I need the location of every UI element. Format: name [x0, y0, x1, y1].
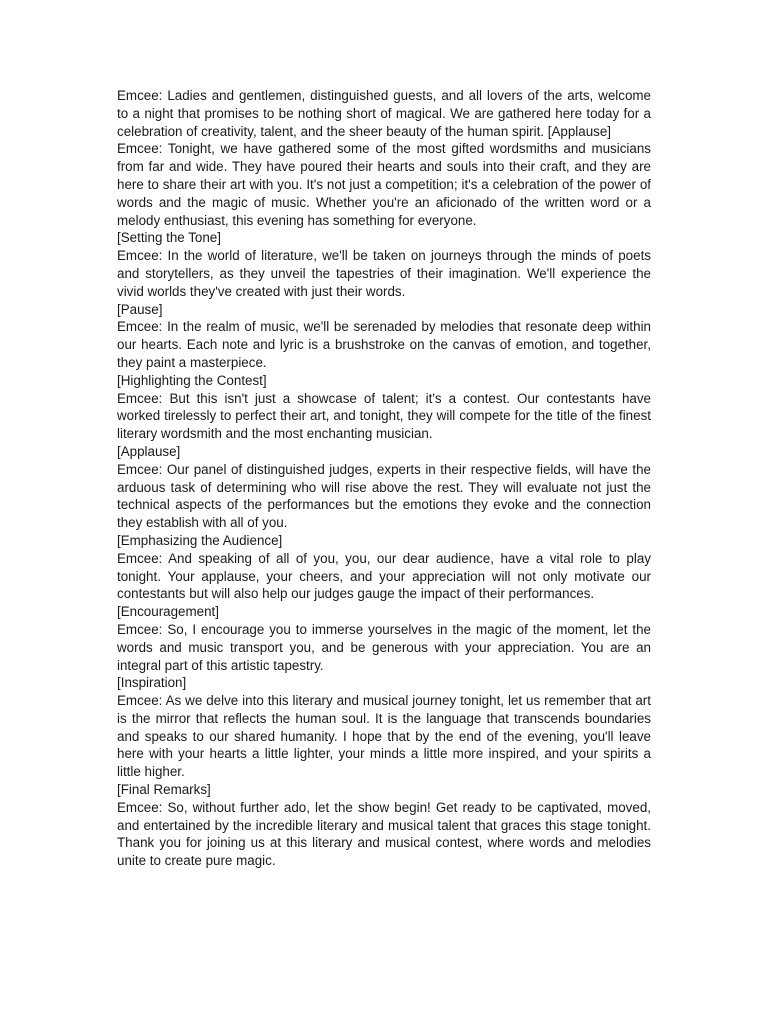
- emcee-paragraph: Emcee: In the realm of music, we'll be serenaded by melodies that resonate deep within our hearts. Each note and lyric is a brushstroke on the canvas of emotion, and together, they paint a masterpiece.: [117, 319, 651, 370]
- emcee-paragraph: Emcee: And speaking of all of you, you, our dear audience, have a vital role to play tonight. Your applause, your cheers, and your appreciation will not only motivate our contestants but will also help our judges gauge the impact of their performances.: [117, 550, 651, 602]
- emcee-paragraph: Emcee: So, without further ado, let the show begin! Get ready to be captivated, moved, and entertained by the incredible literary and musical talent that graces this stage tonight. Thank you for joining us at this literary and musical contest, where words and melodies unite to create pure magic.: [117, 799, 651, 869]
- stage-cue: [Setting the Tone]: [117, 230, 221, 246]
- emcee-paragraph: Emcee: As we delve into this literary and musical journey tonight, let us remember that art is the mirror that reflects the human soul. It is the language that transcends boundaries and speaks to our shared humanity. I hope that by the end of the evening, you'll leave here with your hearts a little lighter, your minds a little more inspired, and your spirits a little higher.: [117, 693, 651, 780]
- stage-cue: [Applause]: [117, 443, 181, 459]
- emcee-paragraph: Emcee: In the world of literature, we'll be taken on journeys through the minds of poets and storytellers, as they unveil the tapestries of their imagination. We'll experience the vivid worlds they've created with just their words.: [117, 248, 651, 299]
- stage-cue: [Highlighting the Contest]: [117, 372, 267, 388]
- emcee-paragraph: Emcee: But this isn't just a showcase of talent; it's a contest. Our contestants have worked tirelessly to perfect their art, and tonight, they will compete for the title of the finest literary wordsmith and the most enchanting musician.: [117, 390, 651, 442]
- stage-cue: [Inspiration]: [117, 675, 187, 691]
- emcee-paragraph: Emcee: So, I encourage you to immerse yourselves in the magic of the moment, let the words and music transport you, and be generous with your appreciation. You are an integral part of this artistic tapestry.: [117, 621, 651, 673]
- emcee-paragraph: Emcee: Tonight, we have gathered some of the most gifted wordsmiths and musicians from far and wide. They have poured their hearts and souls into their craft, and they are here to share their art with you. It's not just a competition; it's a celebration of the power of words and the magic of music. Whether you're an aficionado of the written word or a melody enthusiast, this evening has something for everyone.: [117, 141, 651, 228]
- emcee-paragraph: Emcee: Our panel of distinguished judges, experts in their respective fields, will have the arduous task of determining who will rise above the rest. They will evaluate not just the technical aspects of the performances but the emotions they evoke and the connection they establish with all of you.: [117, 461, 651, 531]
- stage-cue: [Emphasizing the Audience]: [117, 532, 283, 548]
- stage-cue: [Encouragement]: [117, 604, 219, 620]
- stage-cue: [Final Remarks]: [117, 782, 211, 798]
- emcee-paragraph: Emcee: Ladies and gentlemen, distinguished guests, and all lovers of the arts, welcome to a night that promises to be nothing short of magical. We are gathered here today for a celebration of creativity, talent, and the sheer beauty of the human spirit. [Applause]: [117, 88, 651, 139]
- stage-cue: [Pause]: [117, 301, 163, 317]
- document-page: [117, 87, 651, 870]
